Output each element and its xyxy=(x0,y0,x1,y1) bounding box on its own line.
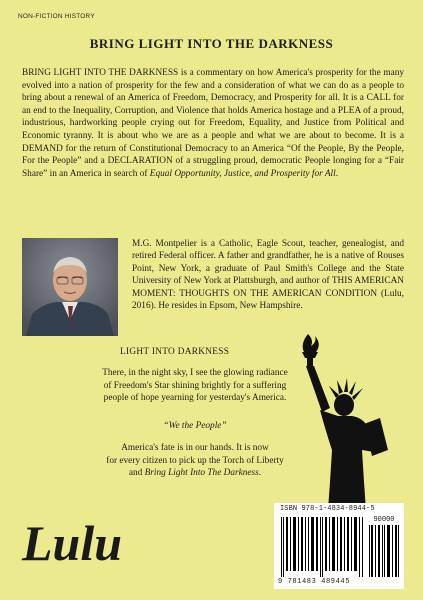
addon-barcode-bars xyxy=(368,525,400,577)
author-bio: M.G. Montpelier is a Catholic, Eagle Scout, teacher, genealogist, and retired Federal officer. A father and grandfather, he is a native of Rouses Point, New York, a graduate of Paul Smith's College and the State University of New York at Plattsburgh, and author of THIS AMERICAN MOMENT: THOUGHTS ON THE AMERICAN CONDITION (Lulu, 2016). He resides in Epsom, New Hampshire. xyxy=(132,239,404,312)
statue-of-liberty-icon xyxy=(292,332,410,532)
author-photo xyxy=(22,238,118,336)
motto: “We the People” xyxy=(163,421,227,431)
blurb-end: . xyxy=(335,168,339,179)
poem-title: LIGHT INTO DARKNESS xyxy=(120,347,230,357)
ean-barcode-bars xyxy=(280,517,366,577)
author-portrait-image xyxy=(22,238,118,336)
description-blurb xyxy=(22,67,404,180)
closing-line: for every citizen to pick up the Torch of Liberty xyxy=(106,455,284,466)
blurb-text: BRING LIGHT INTO THE DARKNESS is a commentary on how America's prosperity for the many evolved into a nation of prosperity for the few and a consideration of what we can do as a people to bring about a renewal of an America of Freedom, Democracy, and Prosperity for all. It is a CALL for an end to the Inequality, Corruption, and Violence that holds America hostage and a PLEA of a proud, industrious, hardworking people crying out for Freedom, Equality, and Justice from Political and Economic tyranny. It is about who we are as a people and what we are about to become. It is a DEMAND for the return of Constitutional Democracy to an America “Of the People, By the People, For the People” and a DECLARATION of a struggling proud, democratic People longing for a “Fair Share” in an America in search of xyxy=(22,68,404,179)
blurb-italic-text: Equal Opportunity, Justice, and Prosperity for All xyxy=(149,168,336,179)
closing-title: Bring Light Into The Darkness xyxy=(144,468,259,479)
addon-digits: 90000 xyxy=(373,516,395,524)
cover-headline: BRING LIGHT INTO THE DARKNESS xyxy=(89,36,334,51)
closing-end: . xyxy=(258,468,262,479)
poem-line: There, in the night sky, I see the glowing radiance xyxy=(102,368,288,378)
lulu-logo xyxy=(18,512,138,574)
isbn-barcode xyxy=(274,503,404,589)
poem-line: people of hope yearning for yesterday's America. xyxy=(103,393,287,404)
category-label: NON-FICTION HISTORY xyxy=(18,13,95,20)
poem-stanza xyxy=(60,367,330,405)
ean-digits: 9 781483 489445 xyxy=(278,578,351,586)
isbn-text: ISBN 978-1-4834-8944-5 xyxy=(280,505,375,513)
closing-prefix: and xyxy=(128,468,145,479)
lulu-logo-text: Lulu xyxy=(22,515,123,571)
closing-stanza xyxy=(60,442,330,480)
closing-line: America's fate is in our hands. It is now xyxy=(121,443,269,453)
poem-line: of Freedom's Star shining brightly for a suffering xyxy=(103,380,287,391)
